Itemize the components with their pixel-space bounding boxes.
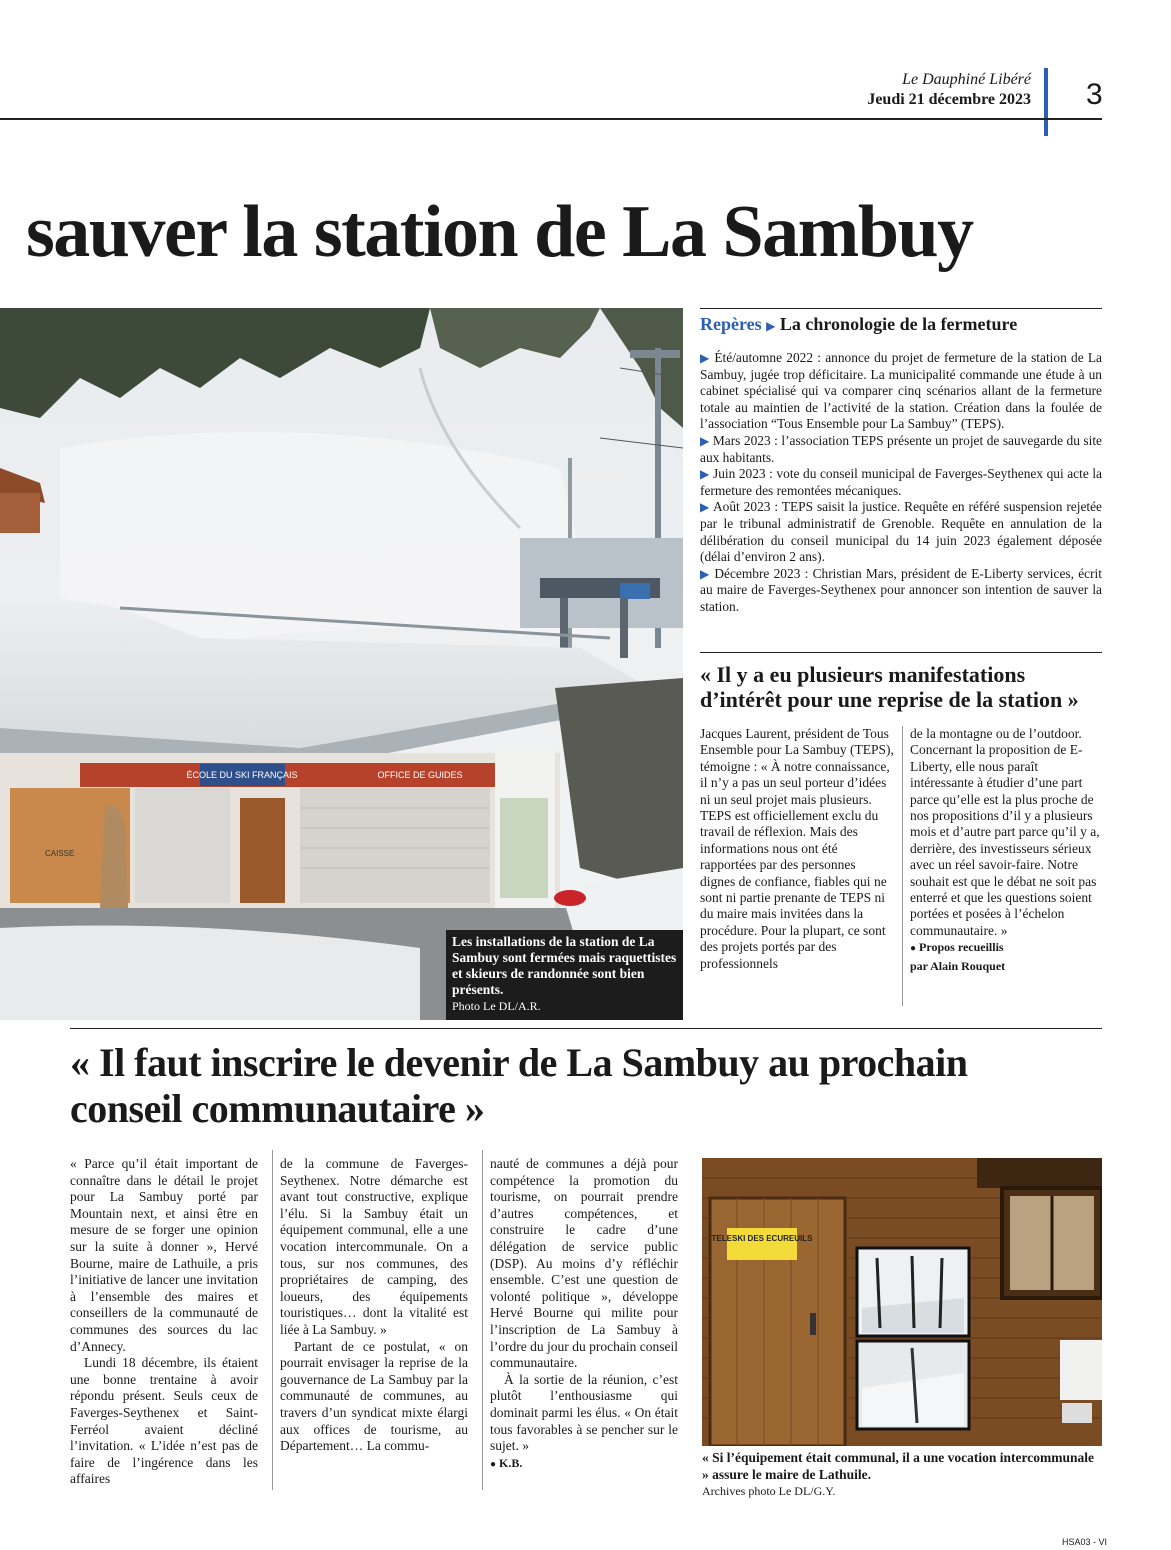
- bullet-icon: ●: [910, 943, 917, 955]
- article-signature: ● K.B.: [490, 1455, 523, 1470]
- ski-lift-hut-photo: [702, 1158, 1102, 1446]
- reperes-timeline: [700, 350, 1102, 616]
- article-top-rule: [70, 1028, 1102, 1029]
- guide-office-sign: OFFICE DE GUIDES: [377, 770, 463, 780]
- ski-school-sign: ÉCOLE DU SKI FRANÇAIS: [186, 770, 298, 780]
- triangle-icon: ▶: [700, 500, 710, 515]
- interview-headline: « Il y a eu plusieurs manifestations d’intérêt pour une reprise de la station »: [700, 662, 1079, 712]
- triangle-icon: ▶: [700, 467, 710, 482]
- station-photo-illustration: [0, 308, 683, 1020]
- ski-lift-hut-illustration: [702, 1158, 1102, 1446]
- page-headline: sauver la station de La Sambuy: [26, 191, 973, 273]
- interview-column-1: Jacques Laurent, président de Tous Ensemble pour La Sambuy (TEPS), témoigne : « À notre connaissance, il n’y a pas un seul porteur d’idées ni un seul projet mais plusieurs. TEPS est officiellement exclu du travail de réflexion. Mais des informations nous ont été rapportées par des personnes dignes de confiance, fiables qui ne sont ni partie prenante de TEPS ni du maire mais invitées dans la procédure. Pour la plupart, ce sont des projets portés par des professionnels: [700, 726, 894, 971]
- hut-photo-caption-text: « Si l’équipement était communal, il a une vocation intercommunale » assure le maire de Lathuile.: [702, 1450, 1094, 1482]
- article-column-1: « Parce qu’il était important de connaître dans le détail le projet pour La Sambuy porté par Mountain next, et ainsi être en mesure de se forger une opinion sur la suite à donner », Hervé Bourne, maire de Lathuile, a pris l’initiative de lancer une invitation à l’ensemble des maires et conseillers de la communauté de communes des sources du lac d’Annecy. Lundi 18 décembre, ils étaient une bonne trentaine à avoir répondu présent. Seuls ceux de Faverges-Seythenex et Saint-Ferréol avaient décliné l’invitation. « L’idée n’est pas de faire de l’ingérence dans les affaires: [70, 1156, 258, 1487]
- station-photo: [0, 308, 683, 1020]
- masthead: [867, 70, 1031, 110]
- reperes-top-rule: [700, 308, 1102, 309]
- issue-date: Jeudi 21 décembre 2023: [867, 91, 1031, 108]
- timeline-item: ▶ Décembre 2023 : Christian Mars, président de E-Liberty services, écrit au maire de Faverges-Seythenex pour annoncer son intention de sauver la station.: [700, 565, 1102, 614]
- timeline-item: ▶ Août 2023 : TEPS saisit la justice. Requête en référé suspension rejetée par le tribunal administratif de Grenoble. Requête en annulation de la délibération du conseil municipal du 14 juin 2023 également déposée (délai d’environ 2 ans).: [700, 499, 1103, 565]
- triangle-icon: ▶: [700, 566, 711, 581]
- article-column-2: de la commune de Faverges-Seythenex. Notre démarche est avant tout constructive, explique l’élu. Si la Sambuy était un équipement communal, elle a une vocation intercommunale. On a tous, sur nos communes, des propriétaires de camping, des loueurs, des équipements touristiques… dont la vitalité est liée à La Sambuy. » Partant de ce postulat, « on pourrait envisager la reprise de la gouvernance de La Sambuy par la communauté de communes, au travers d’un syndicat mixte élargi aux offices de tourisme, au Département… La commu-: [280, 1156, 468, 1454]
- article-column-3: nauté de communes a déjà pour compétence la promotion du tourisme, on pourrait prendre d’autres compétences, et construire le cadre d’une délégation de service public (DSP). Au moins d’y réfléchir ensemble. C’est une question de volonté politique », développe Hervé Bourne qui milite pour l’inscription de La Sambuy à l’ordre du jour du prochain conseil communautaire. À la sortie de la réunion, c’est plutôt l’enthousiasme qui dominait parmi les élus. « On était tous favorables à se pencher sur le sujet. » ● K.B.: [490, 1156, 678, 1470]
- timeline-item: ▶ Juin 2023 : vote du conseil municipal de Faverges-Seythenex qui acte la fermeture des remontées mécaniques.: [700, 466, 1102, 498]
- bullet-icon: ●: [490, 1458, 497, 1470]
- reperes-heading: [700, 314, 1017, 335]
- station-photo-caption-text: Les installations de la station de La Sambuy sont fermées mais raquettistes et skieurs de randonnée sont bien présents.: [452, 934, 677, 997]
- triangle-icon: ▶: [700, 433, 710, 448]
- station-photo-caption: [446, 930, 683, 1020]
- page-number: 3: [1086, 78, 1103, 111]
- hut-photo-caption: [702, 1450, 1102, 1500]
- ski-lift-sign: TELESKI DES ECUREUILS: [711, 1234, 813, 1243]
- column-divider: [482, 1150, 483, 1490]
- header-accent-rule: [1044, 68, 1048, 136]
- header-rule: [0, 118, 1102, 120]
- interview-signature: ● Propos recueillis par Alain Rouquet: [910, 940, 1006, 973]
- timeline-item: ▶ Été/automne 2022 : annonce du projet de fermeture de la station de La Sambuy, jugée trop déficitaire. La municipalité commande une étude à un cabinet spécialisé qui va comparer cinq scénarios allant de la fermeture totale au maintien de l’activité de la station. Création dans la foulée de l’association “Tous Ensemble pour La Sambuy” (TEPS).: [700, 350, 1102, 432]
- reperes-label: Repères: [700, 314, 762, 334]
- page-code: HSA03 - VI: [1062, 1537, 1108, 1547]
- article-headline: « Il faut inscrire le devenir de La Sambuy au prochain conseil communautaire »: [70, 1040, 968, 1131]
- hut-photo-credit: Archives photo Le DL/G.Y.: [702, 1484, 836, 1498]
- station-photo-credit: Photo Le DL/A.R.: [452, 999, 541, 1013]
- interview-column-2: de la montagne ou de l’outdoor. Concernant la proposition de E-Liberty, elle nous paraît intéressante à étudier d’une part parce qu’elle est la plus proche de nos propositions d’il y a plusieurs mois et d’autre part parce qu’il y a, derrière, des investisseurs sérieux avec un réel savoir-faire. Notre souhait est que le débat ne soit pas enterré et que les questions soient portées et posées à l’échelon communautaire. » ● Propos recueillis par Alain Rouquet: [910, 726, 1100, 973]
- interview-top-rule: [700, 652, 1102, 653]
- triangle-icon: ▶: [766, 319, 776, 333]
- timeline-item: ▶ Mars 2023 : l’association TEPS présente un projet de sauvegarde du site aux habitants.: [700, 432, 1103, 465]
- column-divider: [272, 1150, 273, 1490]
- column-divider: [902, 726, 903, 1006]
- triangle-icon: ▶: [700, 351, 711, 365]
- newspaper-name: Le Dauphiné Libéré: [902, 71, 1031, 88]
- reperes-title: La chronologie de la fermeture: [779, 314, 1018, 334]
- caisse-sign: CAISSE: [45, 849, 75, 858]
